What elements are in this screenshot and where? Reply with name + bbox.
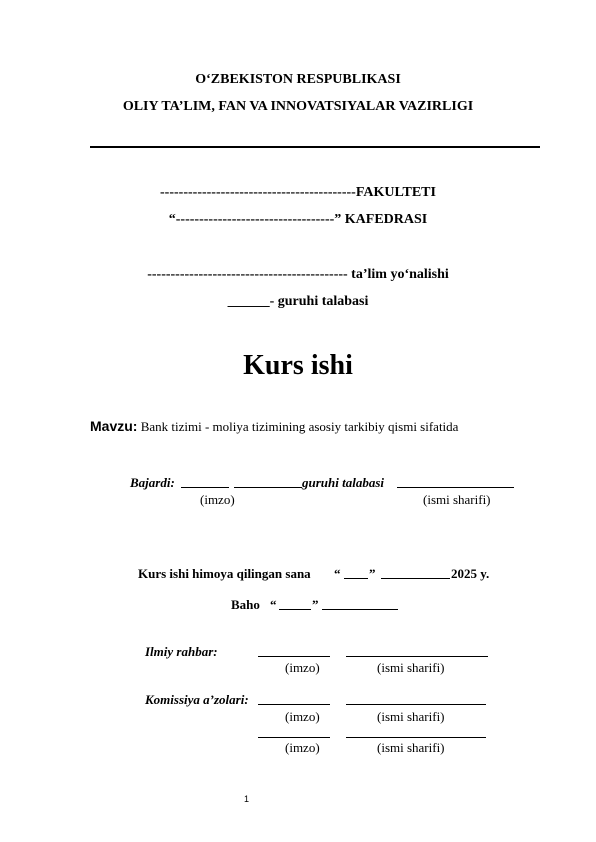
defense-label: Kurs ishi himoya qilingan sana [138,566,311,581]
grade-value-line [279,609,311,610]
grade-words-line [322,609,398,610]
defense-close-quote: ” [369,566,376,581]
commission-name-line-1 [346,704,486,705]
performer-sign-line [181,487,229,488]
group-blank: ______ [227,294,270,309]
topic-text: Bank tizimi - moliya tizimining asosiy tarkibiy qismi sifatida [137,419,459,434]
supervisor-sign-line [258,656,330,657]
grade-close-quote: ” [312,597,319,612]
commission-sign-caption-1: (imzo) [285,709,320,724]
commission-sign-caption-2: (imzo) [285,740,320,755]
commission-name-caption-1: (ismi sharifi) [377,709,445,724]
department-line: “----------------------------------” KAFEDRASI [168,212,428,227]
supervisor-label: Ilmiy rahbar: [145,644,218,659]
page-number: 1 [244,794,250,804]
header-divider [90,146,540,148]
performer-sign-caption: (imzo) [200,492,235,507]
grade-open-quote: “ [270,597,277,612]
direction-line: ------------------------------------------- ta’lim yo‘nalishi [147,267,449,282]
commission-sign-line-2 [258,737,330,738]
commission-sign-line-1 [258,704,330,705]
supervisor-name-caption: (ismi sharifi) [377,660,445,675]
topic-line [90,418,458,436]
group-line [0,294,596,310]
commission-name-line-2 [346,737,486,738]
performer-label: Bajardi: [130,475,175,490]
performer-group-text: guruhi talabasi [302,475,385,490]
supervisor-name-line [346,656,488,657]
performer-group-line [234,487,302,488]
group-suffix: - guruhi talabasi [269,294,369,309]
republic-heading: O‘ZBEKISTON RESPUBLIKASI [195,72,401,87]
ministry-heading: OLIY TA’LIM, FAN VA INNOVATSIYALAR VAZIRLIGI [122,99,474,114]
supervisor-sign-caption: (imzo) [285,660,320,675]
document-title: Kurs ishi [243,350,353,381]
commission-label: Komissiya a’zolari: [145,692,249,707]
defense-month-line [381,578,450,579]
topic-label: Mavzu: [90,418,138,434]
defense-year: 2025 y. [451,566,490,581]
faculty-line: ------------------------------------------FAKULTETI [160,185,436,200]
grade-label: Baho [231,597,260,612]
defense-open-quote: “ [334,566,341,581]
commission-name-caption-2: (ismi sharifi) [377,740,445,755]
performer-name-line [397,487,514,488]
performer-name-caption: (ismi sharifi) [423,492,491,507]
defense-day-line [344,578,368,579]
